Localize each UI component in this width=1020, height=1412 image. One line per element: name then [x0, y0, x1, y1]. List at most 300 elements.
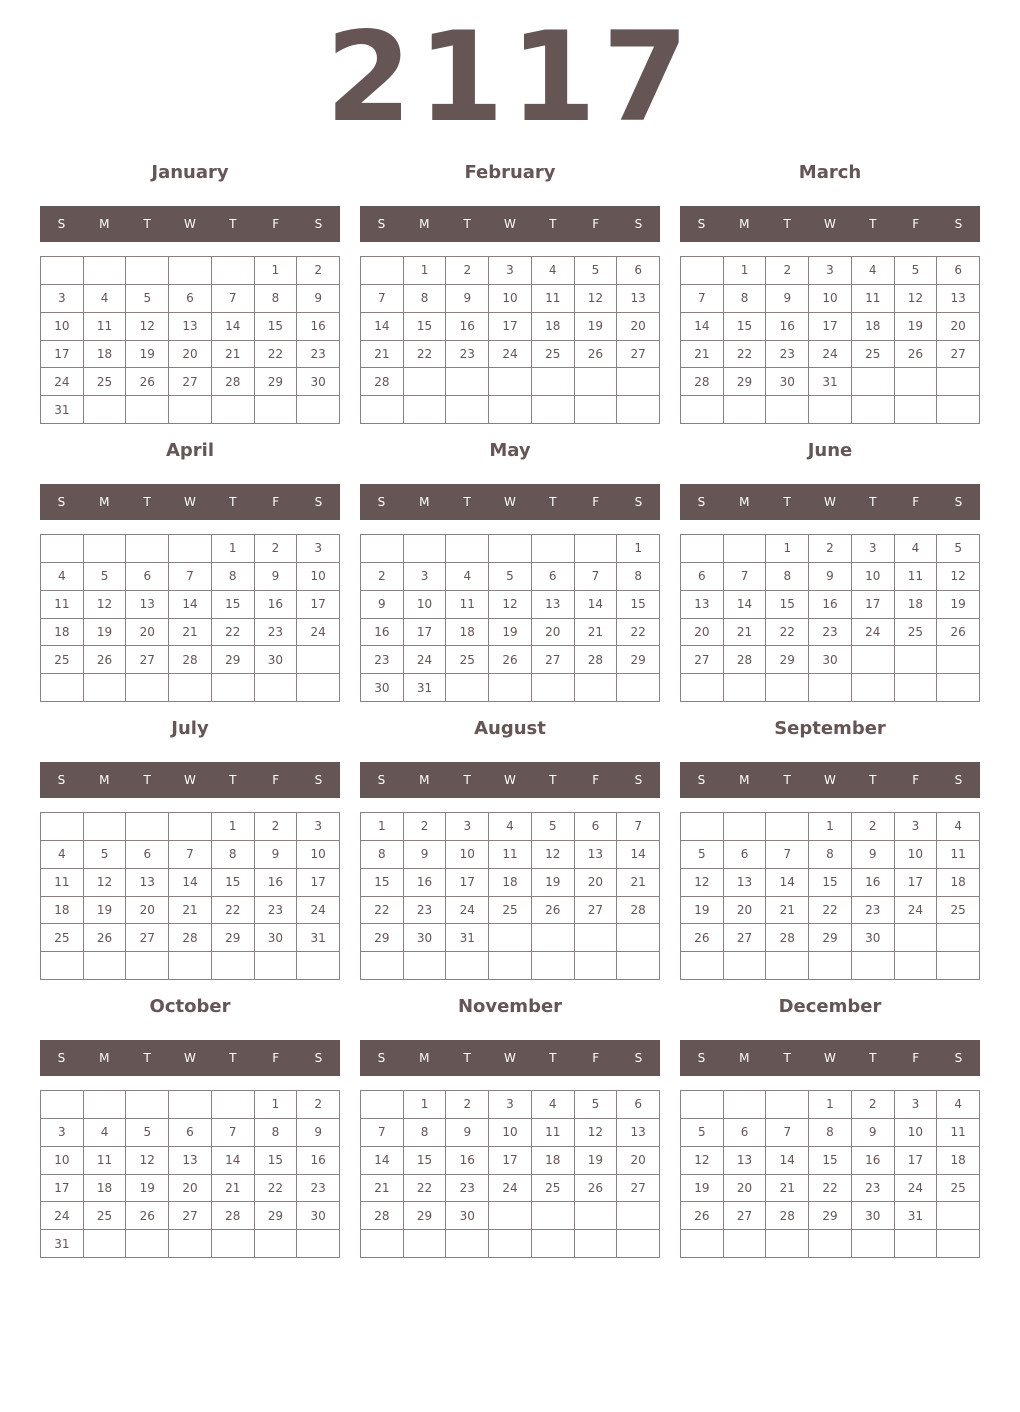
day-cell: 28 — [361, 1202, 404, 1230]
day-cell: 31 — [446, 924, 489, 952]
day-cell: 25 — [895, 619, 938, 647]
day-cell: 5 — [575, 1091, 618, 1119]
day-cell: 7 — [681, 285, 724, 313]
weekday-label: S — [57, 1051, 66, 1065]
weekday-label: S — [697, 1051, 706, 1065]
day-cell — [255, 396, 298, 424]
day-cell: 12 — [575, 285, 618, 313]
day-cell: 15 — [361, 869, 404, 897]
day-cell: 30 — [361, 674, 404, 702]
day-cell: 16 — [297, 313, 340, 341]
day-cell: 26 — [895, 341, 938, 369]
day-cell: 20 — [169, 1175, 212, 1203]
day-cell: 6 — [169, 1119, 212, 1147]
day-cell — [766, 813, 809, 841]
day-cell — [852, 952, 895, 980]
day-cell: 6 — [724, 1119, 767, 1147]
day-cell — [766, 1091, 809, 1119]
day-cell: 30 — [404, 924, 447, 952]
day-cell: 10 — [41, 313, 84, 341]
day-cell: 18 — [532, 313, 575, 341]
day-cell: 19 — [532, 869, 575, 897]
day-cell: 5 — [126, 285, 169, 313]
day-cell: 30 — [766, 368, 809, 396]
day-cell: 3 — [41, 1119, 84, 1147]
day-cell: 30 — [446, 1202, 489, 1230]
day-cell: 20 — [532, 619, 575, 647]
weekday-label: T — [143, 773, 151, 787]
weekday-label: T — [143, 495, 151, 509]
day-cell: 4 — [446, 563, 489, 591]
day-cell — [532, 535, 575, 563]
day-cell — [126, 1230, 169, 1258]
day-cell: 13 — [681, 591, 724, 619]
weekday-label: F — [272, 773, 280, 787]
weekday-label: S — [634, 217, 643, 231]
day-cell: 27 — [126, 646, 169, 674]
weekday-label: T — [463, 1051, 471, 1065]
day-grid — [40, 534, 340, 702]
day-cell: 24 — [446, 897, 489, 925]
day-cell: 24 — [489, 1175, 532, 1203]
day-cell: 30 — [255, 924, 298, 952]
day-cell — [212, 1230, 255, 1258]
day-cell: 28 — [361, 368, 404, 396]
day-cell: 19 — [937, 591, 980, 619]
day-cell: 7 — [724, 563, 767, 591]
day-cell: 28 — [169, 924, 212, 952]
day-cell: 25 — [489, 897, 532, 925]
day-cell — [766, 674, 809, 702]
day-cell: 4 — [84, 1119, 127, 1147]
day-cell — [126, 813, 169, 841]
day-cell — [41, 257, 84, 285]
day-cell: 14 — [766, 869, 809, 897]
day-cell: 7 — [212, 285, 255, 313]
day-cell — [532, 674, 575, 702]
day-grid — [680, 256, 980, 424]
day-cell: 15 — [212, 591, 255, 619]
day-cell: 26 — [575, 1175, 618, 1203]
day-cell — [575, 1202, 618, 1230]
day-cell: 14 — [575, 591, 618, 619]
day-cell: 30 — [297, 1202, 340, 1230]
day-cell: 27 — [169, 368, 212, 396]
day-cell: 28 — [724, 646, 767, 674]
weekday-header — [40, 206, 340, 242]
weekday-label: W — [504, 495, 516, 509]
day-cell — [724, 674, 767, 702]
day-cell: 26 — [489, 646, 532, 674]
day-cell — [212, 1091, 255, 1119]
month-february — [360, 158, 660, 426]
day-cell: 16 — [404, 869, 447, 897]
day-cell: 16 — [361, 619, 404, 647]
day-cell: 5 — [532, 813, 575, 841]
day-cell: 31 — [297, 924, 340, 952]
day-cell: 6 — [617, 257, 660, 285]
weekday-label: S — [57, 495, 66, 509]
day-cell: 21 — [169, 897, 212, 925]
month-july — [40, 714, 340, 982]
weekday-label: S — [634, 1051, 643, 1065]
weekday-label: W — [504, 1051, 516, 1065]
day-cell: 1 — [809, 1091, 852, 1119]
day-cell: 27 — [724, 1202, 767, 1230]
day-cell: 15 — [617, 591, 660, 619]
day-cell: 14 — [724, 591, 767, 619]
day-cell: 21 — [617, 869, 660, 897]
day-cell: 21 — [681, 341, 724, 369]
day-cell: 22 — [255, 341, 298, 369]
day-cell: 18 — [41, 619, 84, 647]
day-cell: 23 — [361, 646, 404, 674]
day-cell: 13 — [937, 285, 980, 313]
day-cell: 24 — [404, 646, 447, 674]
weekday-label: S — [377, 773, 386, 787]
day-cell — [489, 368, 532, 396]
day-cell — [489, 1230, 532, 1258]
day-cell — [895, 396, 938, 424]
day-cell: 30 — [297, 368, 340, 396]
weekday-label: F — [912, 773, 920, 787]
day-cell: 11 — [532, 285, 575, 313]
day-cell: 26 — [937, 619, 980, 647]
day-cell: 19 — [84, 619, 127, 647]
month-name: April — [165, 440, 215, 461]
day-cell — [84, 535, 127, 563]
day-cell: 4 — [489, 813, 532, 841]
day-cell: 27 — [532, 646, 575, 674]
weekday-label: F — [912, 495, 920, 509]
weekday-label: T — [229, 773, 237, 787]
day-cell: 9 — [255, 841, 298, 869]
day-cell: 12 — [681, 869, 724, 897]
day-cell: 10 — [895, 1119, 938, 1147]
day-cell — [681, 535, 724, 563]
weekday-label: M — [99, 495, 110, 509]
weekday-label: M — [739, 217, 750, 231]
day-cell — [41, 674, 84, 702]
weekday-label: T — [463, 217, 471, 231]
day-cell — [446, 535, 489, 563]
weekday-label: T — [869, 1051, 877, 1065]
day-cell — [532, 396, 575, 424]
day-cell — [84, 257, 127, 285]
day-cell — [212, 396, 255, 424]
day-cell: 18 — [446, 619, 489, 647]
weekday-label: W — [184, 217, 196, 231]
day-cell: 8 — [809, 1119, 852, 1147]
day-cell: 29 — [766, 646, 809, 674]
day-cell — [937, 646, 980, 674]
month-name: September — [774, 718, 886, 739]
day-cell — [361, 1230, 404, 1258]
month-october — [40, 992, 340, 1260]
day-cell: 11 — [41, 869, 84, 897]
day-cell: 12 — [575, 1119, 618, 1147]
day-cell: 21 — [766, 1175, 809, 1203]
day-cell: 23 — [852, 897, 895, 925]
day-cell: 17 — [852, 591, 895, 619]
day-cell: 17 — [297, 591, 340, 619]
day-cell — [852, 646, 895, 674]
day-cell: 17 — [895, 1147, 938, 1175]
day-cell: 4 — [937, 813, 980, 841]
day-cell — [212, 257, 255, 285]
day-cell: 29 — [809, 1202, 852, 1230]
day-cell: 20 — [724, 897, 767, 925]
day-cell — [126, 674, 169, 702]
day-cell — [532, 1230, 575, 1258]
weekday-label: S — [314, 1051, 323, 1065]
day-cell: 2 — [852, 813, 895, 841]
day-cell — [126, 1091, 169, 1119]
weekday-label: F — [592, 773, 600, 787]
day-cell: 22 — [404, 341, 447, 369]
day-cell: 5 — [937, 535, 980, 563]
day-cell: 3 — [489, 1091, 532, 1119]
day-cell: 21 — [766, 897, 809, 925]
day-cell: 16 — [446, 313, 489, 341]
day-cell: 11 — [84, 1147, 127, 1175]
day-cell: 19 — [84, 897, 127, 925]
weekday-label: T — [463, 773, 471, 787]
day-cell — [41, 813, 84, 841]
weekday-label: T — [869, 495, 877, 509]
day-cell: 29 — [724, 368, 767, 396]
day-cell: 23 — [809, 619, 852, 647]
weekday-label: F — [272, 495, 280, 509]
day-cell: 5 — [681, 841, 724, 869]
day-cell: 13 — [617, 1119, 660, 1147]
day-cell: 10 — [852, 563, 895, 591]
day-cell: 17 — [446, 869, 489, 897]
day-cell — [937, 674, 980, 702]
day-cell: 18 — [41, 897, 84, 925]
day-cell — [617, 1202, 660, 1230]
day-cell: 25 — [532, 1175, 575, 1203]
day-cell: 27 — [617, 1175, 660, 1203]
day-cell: 28 — [169, 646, 212, 674]
day-cell: 18 — [937, 869, 980, 897]
day-cell: 29 — [212, 924, 255, 952]
day-cell — [169, 1230, 212, 1258]
day-cell: 29 — [255, 368, 298, 396]
day-cell: 28 — [575, 646, 618, 674]
day-cell: 7 — [766, 1119, 809, 1147]
day-cell: 12 — [126, 1147, 169, 1175]
day-cell: 7 — [361, 285, 404, 313]
day-cell: 8 — [766, 563, 809, 591]
day-cell: 22 — [766, 619, 809, 647]
day-cell: 8 — [404, 285, 447, 313]
day-cell — [169, 674, 212, 702]
day-cell — [297, 952, 340, 980]
day-cell: 7 — [617, 813, 660, 841]
day-cell: 18 — [852, 313, 895, 341]
month-april — [40, 436, 340, 704]
day-cell: 12 — [126, 313, 169, 341]
weekday-header — [360, 1040, 660, 1076]
weekday-label: S — [377, 1051, 386, 1065]
day-cell: 6 — [724, 841, 767, 869]
day-cell: 26 — [84, 646, 127, 674]
day-cell: 19 — [681, 1175, 724, 1203]
day-cell — [895, 1230, 938, 1258]
day-cell: 4 — [532, 257, 575, 285]
day-cell: 7 — [361, 1119, 404, 1147]
day-cell: 3 — [489, 257, 532, 285]
day-cell: 19 — [126, 1175, 169, 1203]
day-cell: 31 — [41, 1230, 84, 1258]
day-cell: 1 — [212, 535, 255, 563]
weekday-header — [40, 762, 340, 798]
day-cell: 3 — [895, 813, 938, 841]
day-cell: 21 — [361, 341, 404, 369]
day-cell: 12 — [84, 869, 127, 897]
day-cell: 20 — [169, 341, 212, 369]
weekday-label: F — [592, 217, 600, 231]
day-cell — [361, 1091, 404, 1119]
day-cell — [809, 952, 852, 980]
day-cell: 24 — [297, 897, 340, 925]
day-cell: 17 — [489, 313, 532, 341]
day-cell: 17 — [809, 313, 852, 341]
day-cell: 12 — [895, 285, 938, 313]
day-cell: 19 — [681, 897, 724, 925]
day-cell: 3 — [809, 257, 852, 285]
day-cell: 2 — [297, 257, 340, 285]
day-cell: 10 — [297, 563, 340, 591]
day-cell: 28 — [766, 924, 809, 952]
day-cell — [41, 1091, 84, 1119]
weekday-label: T — [783, 217, 791, 231]
weekday-label: F — [592, 1051, 600, 1065]
day-cell: 29 — [404, 1202, 447, 1230]
weekday-label: M — [419, 773, 430, 787]
weekday-label: W — [184, 1051, 196, 1065]
day-cell: 16 — [852, 1147, 895, 1175]
day-cell: 27 — [724, 924, 767, 952]
day-cell: 28 — [681, 368, 724, 396]
day-cell: 20 — [617, 313, 660, 341]
day-cell: 2 — [404, 813, 447, 841]
day-cell: 2 — [852, 1091, 895, 1119]
weekday-label: S — [697, 773, 706, 787]
day-cell: 21 — [575, 619, 618, 647]
weekday-label: T — [463, 495, 471, 509]
weekday-label: T — [549, 773, 557, 787]
day-cell: 26 — [681, 924, 724, 952]
day-cell — [852, 396, 895, 424]
weekday-header — [680, 1040, 980, 1076]
day-cell — [446, 396, 489, 424]
weekday-label: F — [272, 1051, 280, 1065]
day-cell: 22 — [809, 1175, 852, 1203]
weekday-label: M — [419, 217, 430, 231]
weekday-label: S — [314, 495, 323, 509]
weekday-label: W — [184, 495, 196, 509]
day-cell: 19 — [895, 313, 938, 341]
weekday-label: T — [549, 495, 557, 509]
day-cell: 28 — [766, 1202, 809, 1230]
day-cell: 17 — [895, 869, 938, 897]
weekday-label: S — [954, 495, 963, 509]
weekday-header — [680, 484, 980, 520]
day-cell: 2 — [446, 1091, 489, 1119]
month-name: March — [798, 162, 862, 183]
day-cell: 9 — [852, 1119, 895, 1147]
day-cell: 2 — [809, 535, 852, 563]
day-cell: 10 — [895, 841, 938, 869]
weekday-label: T — [869, 217, 877, 231]
day-cell — [809, 396, 852, 424]
day-cell — [297, 1230, 340, 1258]
day-cell: 11 — [895, 563, 938, 591]
day-cell: 8 — [255, 1119, 298, 1147]
day-cell: 27 — [575, 897, 618, 925]
day-cell: 5 — [126, 1119, 169, 1147]
day-cell — [617, 396, 660, 424]
weekday-label: T — [229, 495, 237, 509]
day-cell: 7 — [575, 563, 618, 591]
day-cell: 13 — [575, 841, 618, 869]
day-cell — [255, 952, 298, 980]
day-cell — [681, 1091, 724, 1119]
day-cell — [169, 1091, 212, 1119]
day-cell: 22 — [617, 619, 660, 647]
day-cell — [617, 674, 660, 702]
day-cell — [446, 952, 489, 980]
day-cell: 17 — [489, 1147, 532, 1175]
day-cell: 22 — [809, 897, 852, 925]
weekday-label: T — [143, 1051, 151, 1065]
day-cell: 25 — [446, 646, 489, 674]
day-cell: 29 — [212, 646, 255, 674]
month-august — [360, 714, 660, 982]
day-cell: 27 — [937, 341, 980, 369]
day-cell: 25 — [937, 1175, 980, 1203]
day-cell: 2 — [446, 257, 489, 285]
day-cell: 17 — [297, 869, 340, 897]
day-cell — [84, 396, 127, 424]
day-cell: 21 — [724, 619, 767, 647]
weekday-label: W — [824, 217, 836, 231]
weekday-label: S — [697, 217, 706, 231]
day-cell: 19 — [489, 619, 532, 647]
day-cell: 9 — [297, 1119, 340, 1147]
day-cell — [446, 674, 489, 702]
month-september — [680, 714, 980, 982]
day-cell — [895, 674, 938, 702]
day-cell: 14 — [212, 1147, 255, 1175]
day-cell: 3 — [297, 535, 340, 563]
day-cell: 4 — [937, 1091, 980, 1119]
day-cell — [126, 257, 169, 285]
day-cell: 6 — [126, 841, 169, 869]
day-cell: 15 — [809, 1147, 852, 1175]
day-cell: 15 — [724, 313, 767, 341]
day-cell: 10 — [41, 1147, 84, 1175]
day-cell: 1 — [212, 813, 255, 841]
day-cell — [681, 257, 724, 285]
day-cell — [532, 952, 575, 980]
day-cell — [255, 1230, 298, 1258]
day-cell — [895, 924, 938, 952]
day-cell: 5 — [895, 257, 938, 285]
day-cell — [532, 924, 575, 952]
